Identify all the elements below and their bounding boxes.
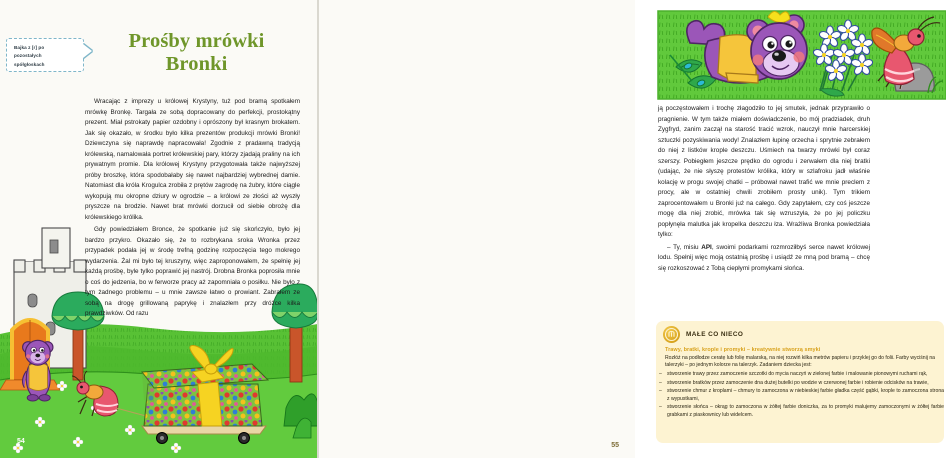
page-gutter xyxy=(317,0,319,458)
paragraph: ją poczęstowałem i trochę złagodziło to jej smutek, jednak przyprawiło o pragnienie. W tym także miałem doświadczenie, bo mój pradziadek, druh Zygfryd, zanim zaczął na starość tracić wzrok, nauczył mnie harcerskiej sztuczki pozyskiwania wody! Znalazłem łupinę orzecha i sprytnie zebrałem do niej z listków krople deszczu. Uśmiech na twarzy mrówki był coraz szerszy. Pobiegłem jeszcze prędko do ogrodu i zerwałem dla niej bratki (udając, że nie słyszę protestów królika, który w szlafroku jadł właśnie kolację w progu swojej chatki – próbował nawet trafić we mnie preclem z procy, ale w ostatniej chwili zrobiłem prosty unik). Tym trikiem zaprocentowałem u Bronki już na całego. Gdy zapytałem, czy coś jeszcze mogę dla niej zrobić, mrówka tak się wzruszyła, że po jej policzku popłynęła malutka jak kropelka deszczu łza. Wrażliwa Bronka powiedziała tylko: xyxy=(658,105,870,239)
callout-line-2: pozostałych xyxy=(14,53,42,59)
quote-prefix: – Ty, misiu xyxy=(667,243,702,251)
info-box-bullet-list xyxy=(656,371,944,419)
info-box-title: MAŁE CO NIECO xyxy=(686,331,744,338)
top-right-illustration xyxy=(658,11,946,99)
right-page xyxy=(318,0,944,458)
info-box-subtitle: Trawy, bratki, krople i promyki – kreatywnie stworzą smyki xyxy=(665,347,821,353)
callout-line-3: spółgłoskach xyxy=(14,61,45,67)
page-number-left: 54 xyxy=(17,438,25,445)
title-line-2: Bronki xyxy=(165,52,228,75)
callout-text xyxy=(7,39,83,69)
callout-bubble xyxy=(6,38,84,72)
callout-pointer-icon xyxy=(83,44,92,58)
info-box xyxy=(656,321,944,443)
quote-suffix: , swoimi podarkami rozmroziłbyś serce nawet królowej lodu. Spełnij więc moją ostatnią prośbę i usiądź ze mną pod bramą – chcę się rozkoszować z Tobą ciepłymi promykami słońca. xyxy=(658,243,870,272)
left-page xyxy=(0,0,318,458)
list-item: – stworzenie słońca – okrąg to zamoczona w żółtej farbie doniczka, za to promyki malujemy zamoczonymi w żółtej farbie grabkami z piaskownicy lub widelcem. xyxy=(656,404,944,419)
right-body-text xyxy=(658,104,870,274)
list-item: – stworzenie chmur z kroplami – chmury to zamoczona w niebieskiej farbie gładka część gąbki, krople to zamoczona strona z wypustkami, xyxy=(656,388,944,403)
medal-icon xyxy=(663,326,680,343)
list-item: – stworzenie trawy przez zamoczenie szczotki do mycia naczyń w zielonej farbie i malowanie pionowymi ruchami rąk, xyxy=(656,371,944,379)
quote-paragraph xyxy=(658,243,870,275)
left-body-text xyxy=(85,97,300,320)
callout-line-1: Bajka z [r] po xyxy=(14,45,45,50)
title-line-1: Prośby mrówki xyxy=(128,30,265,52)
page-title xyxy=(84,30,309,76)
paragraph: Wracając z imprezy u królowej Krystyny, tuż pod bramą spotkałem mrówkę Bronkę. Targała ze sobą dopracowany do perfekcji, prostokątny prezent. Miał pstrokaty papier ozdobny i oprószony był krasnym brokatem. Jak się okazało, w środku było kilka prezentów produkcji mrówki Bronki! Dziewczyna się naprawdę napracowała! Zgodnie z pradawną tradycją królewską, namalowała portret królewskiej pary, którzy zjadają praliny na ich prywatnym promie. Dla królowej Krystyny przygotowała także najwyższej próby broszkę, która spodobałaby się nawet najbardziej wybrednej damie. Natomiast dla króla Krogulca zrobiła z prętów zagrodę na żubry, które ciągle wykopują mu okropne dziury w ogrodzie – a królowi ze złości aż wyszły pryszcze na brodzie. Nawet brat mrówki dorzucił od siebie obrożę dla królewskiego królika. xyxy=(85,98,300,221)
paragraph: Gdy powiedziałem Bronce, że spotkanie już się skończyło, było jej bardzo przykro. Okazało się, że to rozbrykana sroka Wronka przez przypadek podała jej w środę trefną godzinę rozpoczęcia tego mokrego wydarzenia. Żal mi było tej kruszyny, więc zaproponowałem, że spełnię jej każdą prośbę, byle tylko poprawić jej nastrój. Drobna Bronka poprosiła mnie o coś do jedzenia, bo w ferworze pracy aż zapomniała o posiłku. Nie było z tym żadnego problemu – u mnie zawsze łatwo o prowiant. Zabrałem ze sobą na drogę grillowaną paprykę i znalazłem przy dróżce kilka prawdziwków. Od razu xyxy=(85,226,300,318)
quote-bold-name: API xyxy=(701,243,712,251)
info-box-intro: Rozłóż na podłodze ceratę lub folię malarską, na niej rozwiń kilka metrów papieru i przyklej go do folii. Farby wyciśnij na talerzyki – po jednym kolorze na talerzyk. Zadaniem dziecka jest: xyxy=(665,354,935,369)
list-item: – stworzenie bratków przez zamoczenie dna dużej butelki po wodzie w czerwonej farbie i robienie odcisków na trawie, xyxy=(656,380,944,388)
info-box-header xyxy=(656,321,944,343)
page-number-right: 55 xyxy=(611,442,619,449)
